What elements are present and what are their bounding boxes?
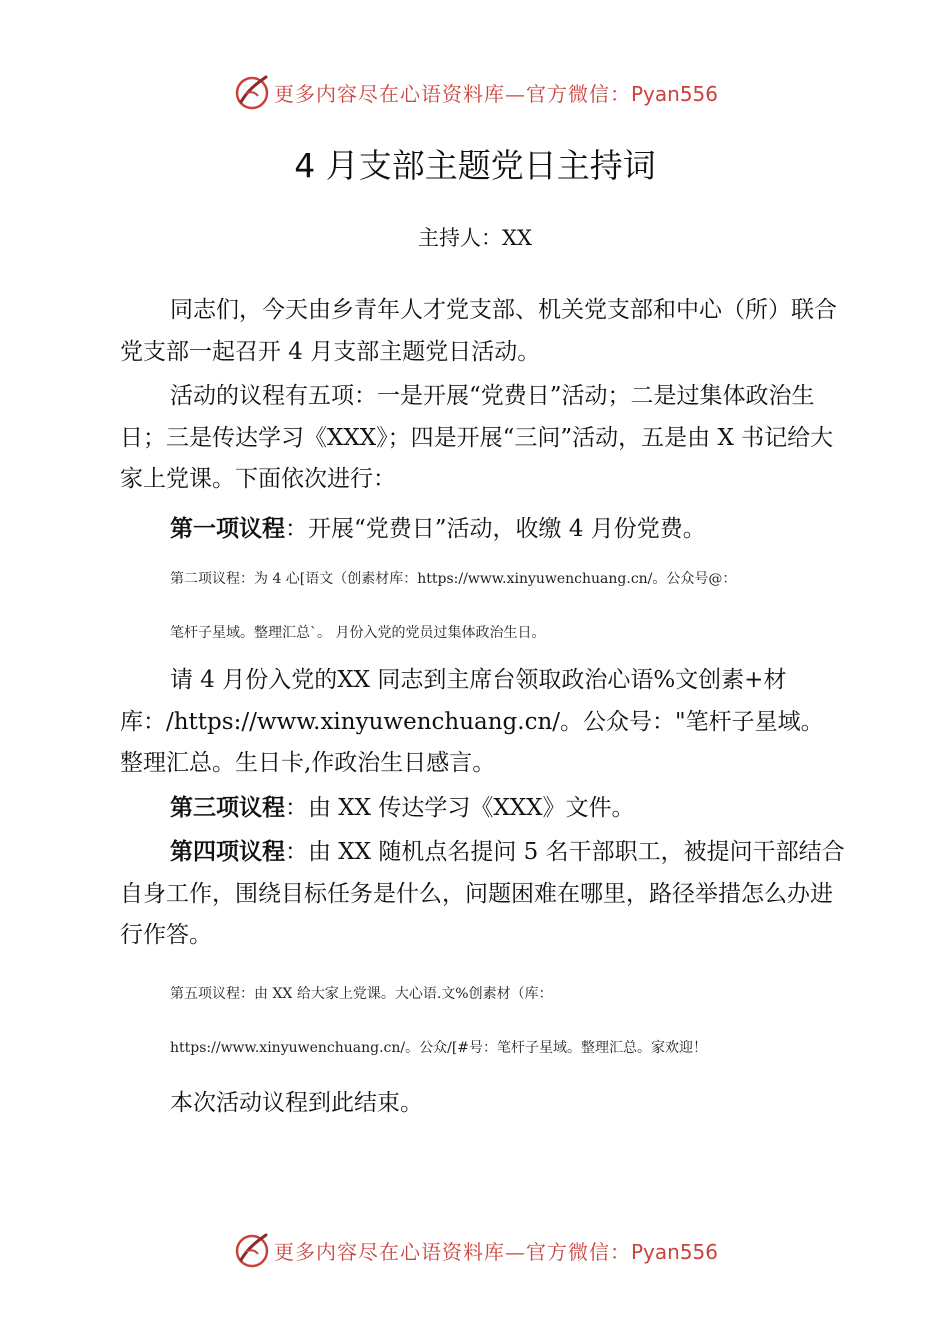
wechat-id: Pyan556	[630, 81, 718, 106]
logo-icon	[232, 1230, 272, 1270]
agenda-item-4-text: ：由 XX 随机点名提问 5 名干部职工，被提问干部结合自身工作，围绕目标任务是什么，问题困难在哪里，路径举措怎么办进行作答。	[120, 839, 845, 948]
banner-text: 更多内容尽在心语资料库—官方微信：Pyan556	[273, 81, 718, 106]
agenda-item-3-text: ：由 XX 传达学习《XXX》文件。	[285, 794, 635, 821]
paragraph-closing: 本次活动议程到此结束。	[170, 1089, 423, 1116]
agenda-item-5-line-1: 第五项议程：由 XX 给大家上党课。大心语.文%创素材（库：	[170, 985, 553, 1002]
agenda-item-3-label: 第三项议程	[170, 794, 285, 821]
footer-banner	[0, 1228, 950, 1272]
agenda-item-1-label: 第一项议程	[170, 515, 285, 542]
agenda-item-1-text: ：开展“党费日”活动，收缴 4 月份党费。	[285, 515, 706, 542]
paragraph-agenda: 活动的议程有五项：一是开展“党费日”活动；二是过集体政治生日；三是传达学习《XXX》；四是开展“三问”活动，五是由 X 书记给大家上党课。下面依次进行：	[120, 383, 834, 492]
banner-text: 更多内容尽在心语资料库—官方微信：Pyan556	[273, 1239, 718, 1264]
agenda-item-1	[120, 509, 846, 551]
paragraph-birthday: 请 4 月份入党的XX 同志到主席台领取政治心语%文创素+材库：/https://www.xinyuwenchuang.cn/。公众号："笔杆子星域。整理汇总。生日卡,作政治生日感言。	[120, 667, 824, 776]
header-banner	[0, 70, 950, 114]
agenda-item-4	[120, 832, 846, 957]
document-body	[120, 290, 846, 1124]
agenda-item-5-line-2: https://www.xinyuwenchuang.cn/。公众/[#号：笔杆子星域。整理汇总。家欢迎！	[170, 1039, 708, 1056]
document-title: 4 月支部主题党日主持词	[294, 146, 656, 185]
wechat-id: Pyan556	[630, 1239, 718, 1264]
paragraph-intro: 同志们，今天由乡青年人才党支部、机关党支部和中心（所）联合党支部一起召开 4 月支部主题党日活动。	[120, 297, 837, 365]
agenda-item-3	[120, 788, 846, 830]
logo-icon	[232, 72, 272, 112]
agenda-item-2-line-1: 第二项议程：为 4 心[语文（创素材库：https://www.xinyuwenchuang.cn/。公众号@：	[170, 571, 737, 587]
agenda-item-4-label: 第四项议程	[170, 839, 285, 865]
host-line: 主持人：XX	[418, 226, 532, 250]
agenda-item-2-line-2: 笔杆子星域。整理汇总`。 月份入党的党员过集体政治生日。	[170, 625, 546, 641]
